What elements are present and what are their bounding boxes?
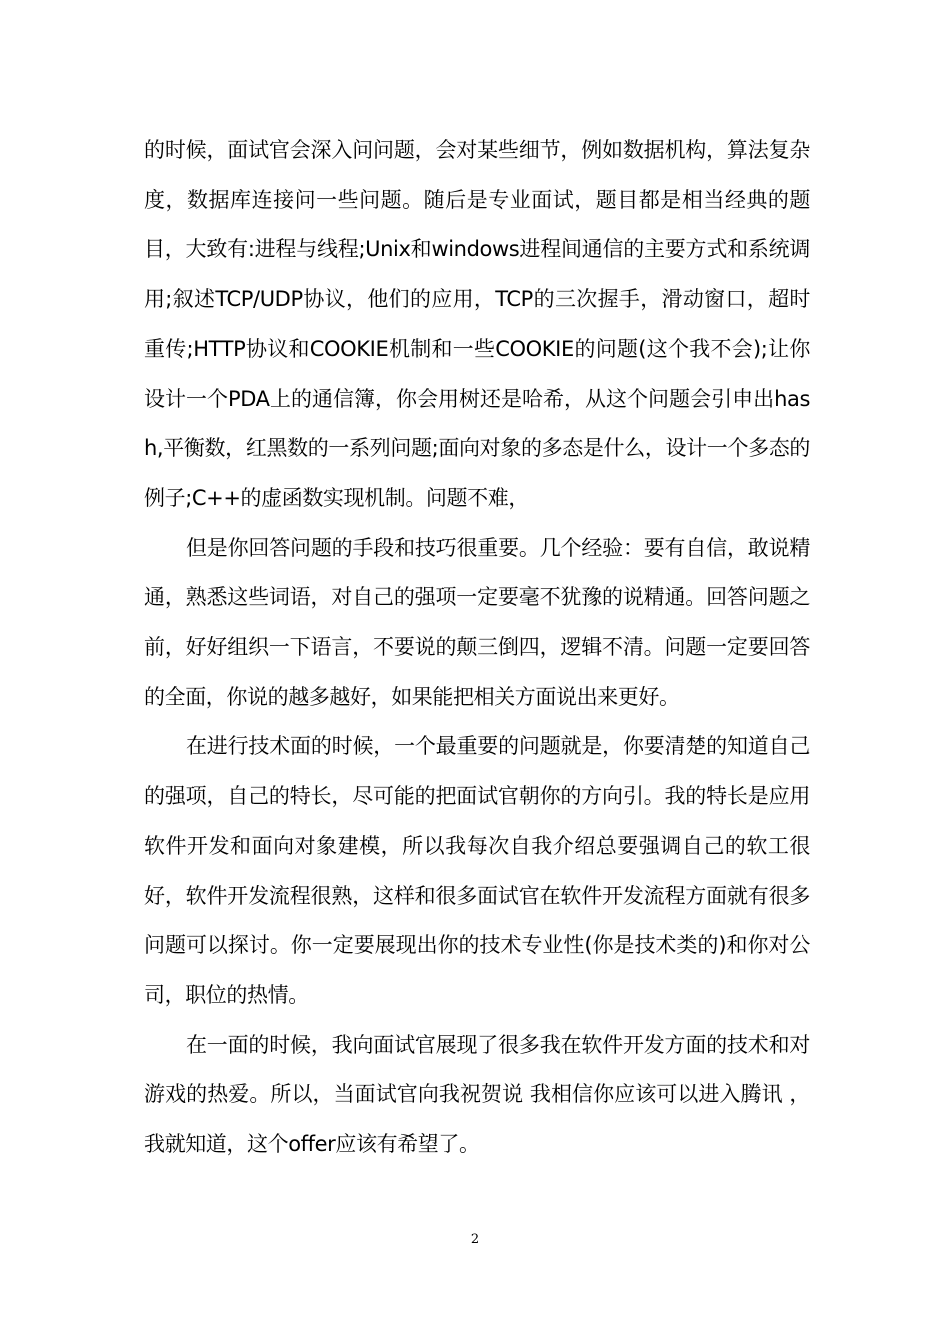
page-number: 2 [470, 1232, 480, 1247]
paragraph-continued: 的时候，面试官会深入问问题，会对某些细节，例如数据机构，算法复杂度，数据库连接问一些问题。随后是专业面试，题目都是相当经典的题目，大致有:进程与线程;Unix和windows进程间通信的主要方式和系统调用;叙述TCP/UDP协议，他们的应用，TCP的三次握手，滑动窗口，超时重传;HTTP协议和COOKIE机制和一些COOKIE的问题(这个我不会);让你设计一个PDA上的通信簿，你会用树还是哈希，从这个问题会引申出hash,平衡数，红黑数的一系列问题;面向对象的多态是什么，设计一个多态的例子;C++的虚函数实现机制。问题不难， [144, 138, 810, 510]
paragraph-answer-tips: 但是你回答问题的手段和技巧很重要。几个经验：要有自信，敢说精通，熟悉这些词语，对自己的强项一定要毫不犹豫的说精通。回答问题之前，好好组织一下语言，不要说的颠三倒四，逻辑不清。问题一定要回答的全面，你说的越多越好，如果能把相关方面说出来更好。 [144, 535, 810, 709]
body-text [144, 126, 810, 1170]
paragraph-strengths: 在进行技术面的时候，一个最重要的问题就是，你要清楚的知道自己的强项，自己的特长，尽可能的把面试官朝你的方向引。我的特长是应用软件开发和面向对象建模，所以我每次自我介绍总要强调自己的软工很好，软件开发流程很熟，这样和很多面试官在软件开发流程方面就有很多问题可以探讨。你一定要展现出你的技术专业性(你是技术类的)和你对公司，职位的热情。 [144, 734, 810, 1007]
paragraph-first-interview: 在一面的时候，我向面试官展现了很多我在软件开发方面的技术和对游戏的热爱。所以，当面试官向我祝贺说 我相信你应该可以进入腾讯 ，我就知道，这个offer应该有希望了。 [144, 1032, 810, 1157]
